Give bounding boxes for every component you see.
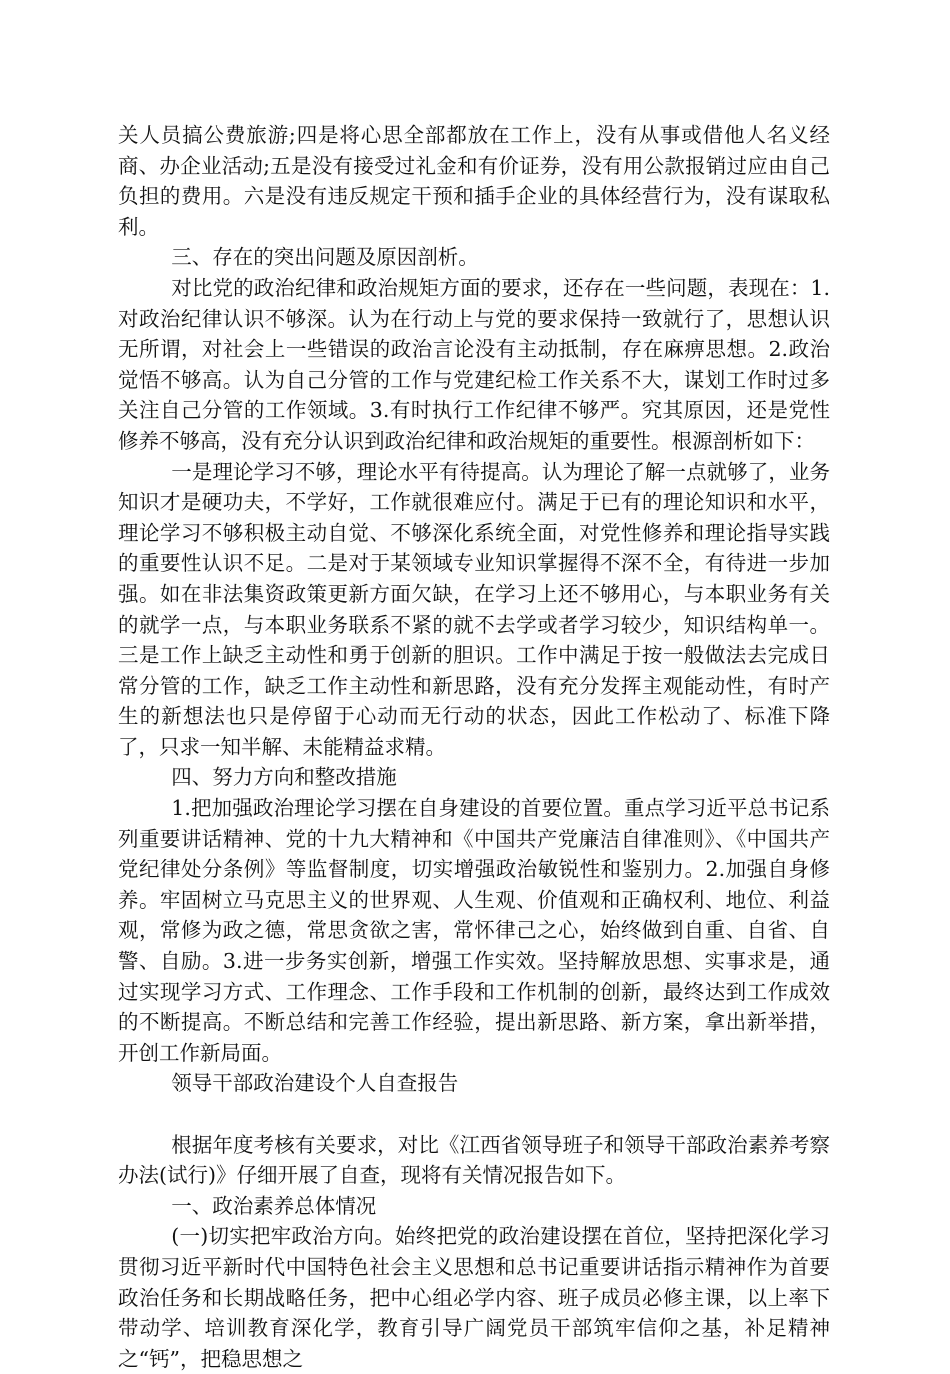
section-heading-problems: 三、存在的突出问题及原因剖析。 — [171, 245, 479, 270]
section-heading-overall: 一、政治素养总体情况 — [171, 1193, 377, 1218]
document-page — [118, 120, 830, 1374]
paragraph-continuation: 关人员搞公费旅游;四是将心思全部都放在工作上，没有从事或借他人名义经商、办企业活动;五是没有接受过礼金和有价证券，没有用公款报销过应由自己负担的费用。六是没有违反规定干预和插手企业的具体经营行为，没有谋取私利。 — [118, 123, 830, 239]
paragraph-report-intro: 根据年度考核有关要求，对比《江西省领导班子和领导干部政治素养考察办法(试行)》仔细开展了自查，现将有关情况报告如下。 — [118, 1132, 830, 1188]
report-title: 领导干部政治建设个人自查报告 — [171, 1071, 459, 1096]
paragraph-root-causes: 一是理论学习不够，理论水平有待提高。认为理论了解一点就够了，业务知识才是硬功夫，不学好，工作就很难应付。满足于已有的理论知识和水平，理论学习不够积极主动自觉、不够深化系统全面，对党性修养和理论指导实践的重要性认识不足。二是对于某领域专业知识掌握得不深不全，有待进一步加强。如在非法集资政策更新方面欠缺，在学习上还不够用心，与本职业务有关的就学一点，与本职业务联系不紧的就不去学或者学习较少，知识结构单一。三是工作上缺乏主动性和勇于创新的胆识。工作中满足于按一般做法去完成日常分管的工作，缺乏工作主动性和新思路，没有充分发挥主观能动性，有时产生的新想法也只是停留于心动而无行动的状态，因此工作松动了、标准下降了，只求一知半解、未能精益求精。 — [118, 459, 830, 759]
paragraph-problems: 对比党的政治纪律和政治规矩方面的要求，还存在一些问题，表现在：1.对政治纪律认识不够深。认为在行动上与党的要求保持一致就行了，思想认识无所谓，对社会上一些错误的政治言论没有主动抵制，存在麻痹思想。2.政治觉悟不够高。认为自己分管的工作与党建纪检工作关系不大，谋划工作时过多关注自己分管的工作领域。3.有时执行工作纪律不够严。究其原因，还是党性修养不够高，没有充分认识到政治纪律和政治规矩的重要性。根源剖析如下： — [118, 275, 830, 453]
paragraph-political-direction: (一)切实把牢政治方向。始终把党的政治建设摆在首位，坚持把深化学习贯彻习近平新时代中国特色社会主义思想和总书记重要讲话指示精神作为首要政治任务和长期战略任务，把中心组必学内容、班子成员必修主课，以上率下带动学、培训教育深化学，教育引导广阔党员干部筑牢信仰之基，补足精神之“钙”，把稳思想之 — [118, 1224, 830, 1371]
paragraph-measures: 1.把加强政治理论学习摆在自身建设的首要位置。重点学习近平总书记系列重要讲话精神、党的十九大精神和《中国共产党廉洁自律准则》、《中国共产党纪律处分条例》等监督制度，切实增强政治敏锐性和鉴别力。2.加强自身修养。牢固树立马克思主义的世界观、人生观、价值观和正确权利、地位、利益观，常修为政之德，常思贪欲之害，常怀律己之心，始终做到自重、自省、自警、自励。3.进一步务实创新，增强工作实效。坚持解放思想、实事求是，通过实现学习方式、工作理念、工作手段和工作机制的创新，最终达到工作成效的不断提高。不断总结和完善工作经验，提出新思路、新方案，拿出新举措，开创工作新局面。 — [118, 796, 830, 1065]
section-heading-measures: 四、努力方向和整改措施 — [171, 765, 397, 790]
